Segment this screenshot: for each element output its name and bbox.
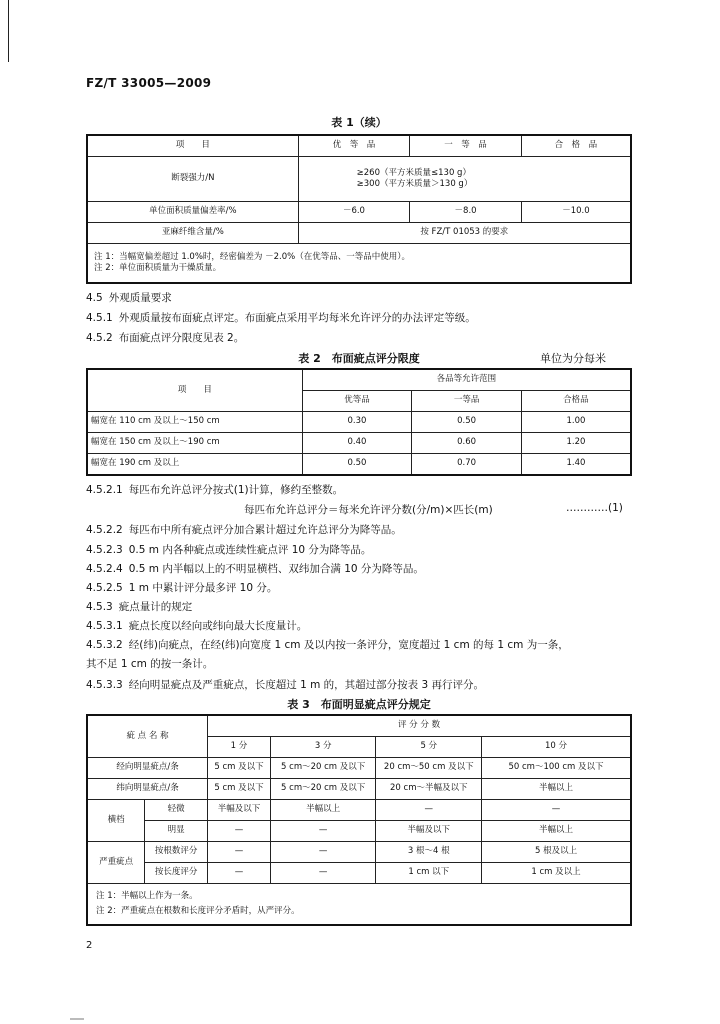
table1-row (87, 223, 631, 244)
table1-header-item: 项 目 (87, 135, 298, 157)
value-cell: 半幅及以下 (208, 800, 271, 821)
row-item: 幅宽在 150 cm 及以上～190 cm (87, 433, 302, 454)
value-line: ≥260（平方米质量≤130 g） (356, 167, 471, 178)
table2-header-row (87, 369, 631, 391)
standard-code: FZ/T 33005—2009 (86, 76, 212, 90)
defect-sub-name: 轻微 (145, 800, 208, 821)
grade-header: 优等品 (302, 391, 412, 412)
value-cell: — (270, 842, 376, 863)
table2-unit: 单位为分每米 (540, 352, 606, 365)
grade-header: 合格品 (521, 391, 631, 412)
margin-rule (8, 0, 9, 62)
score-header: 3 分 (270, 737, 376, 758)
table3-row (87, 863, 631, 884)
value-cell: －10.0 (521, 202, 631, 223)
table1-header-grade: 合 格 品 (521, 135, 631, 157)
value-cell: 1 cm 以下 (376, 863, 482, 884)
table1 (86, 134, 632, 284)
value-cell: 5 cm 及以下 (208, 779, 271, 800)
defect-group-name: 横档 (87, 800, 145, 842)
row-item: 幅宽在 110 cm 及以上～150 cm (87, 412, 302, 433)
table3-header-group: 评 分 分 数 (208, 715, 631, 737)
defect-group-name: 严重疵点 (87, 842, 145, 884)
table3-notes-row (87, 884, 631, 926)
value-cell: 0.50 (302, 454, 412, 476)
table3-header-name: 疵 点 名 称 (87, 715, 208, 758)
table-note: 注 1：半幅以上作为一条。 (96, 890, 198, 901)
page-number: 2 (86, 940, 93, 951)
value-cell: 0.70 (412, 454, 522, 476)
value-cell: 20 cm～50 cm 及以下 (376, 758, 482, 779)
value-cell: 1.20 (521, 433, 631, 454)
table3-row (87, 800, 631, 821)
table-note: 注 2：单位面积质量为干燥质量。 (94, 263, 222, 273)
row-item: 断裂强力/N (87, 157, 298, 202)
section-heading: 4.5.3 疵点量计的规定 (86, 601, 193, 613)
value-cell: 半幅以上 (482, 779, 631, 800)
value-cell: 按 FZ/T 01053 的要求 (298, 223, 631, 244)
value-cell: 0.50 (412, 412, 522, 433)
value-cell: — (208, 863, 271, 884)
value-cell: 0.40 (302, 433, 412, 454)
value-cell: 5 根及以上 (482, 842, 631, 863)
table2-caption: 表 2 布面疵点评分限度 (298, 352, 420, 365)
value-cell: －8.0 (410, 202, 522, 223)
paragraph: 4.5.2.2 每匹布中所有疵点评分加合累计超过允许总评分为降等品。 (86, 524, 402, 536)
defect-name: 经向明显疵点/条 (87, 758, 208, 779)
value-cell: 0.30 (302, 412, 412, 433)
scan-mark (70, 1018, 84, 1020)
paragraph: 4.5.2.1 每匹布允许总评分按式(1)计算，修约至整数。 (86, 484, 344, 496)
value-cell: 5 cm～20 cm 及以下 (270, 779, 376, 800)
paragraph: 4.5.1 外观质量按布面疵点评定。布面疵点采用平均每米允许评分的办法评定等级。 (86, 312, 476, 324)
formula-label: …………(1) (566, 502, 623, 514)
grade-header: 一等品 (412, 391, 522, 412)
table3-caption: 表 3 布面明显疵点评分规定 (287, 698, 431, 711)
paragraph: 4.5.2.4 0.5 m 内半幅以上的不明显横档、双纬加合满 10 分为降等品。 (86, 563, 424, 575)
table3-row (87, 779, 631, 800)
value-cell: 5 cm 及以下 (208, 758, 271, 779)
value-cell: — (208, 821, 271, 842)
table3 (86, 714, 632, 926)
value-cell: — (270, 821, 376, 842)
formula: 每匹布允许总评分＝每米允许评分数(分/m)×匹长(m) (244, 504, 493, 516)
row-item: 亚麻纤维含量/% (87, 223, 298, 244)
paragraph: 4.5.3.3 经向明显疵点及严重疵点，长度超过 1 m 的，其超过部分按表 3 再行评分。 (86, 679, 485, 691)
value-cell: 半幅以上 (270, 800, 376, 821)
score-header: 10 分 (482, 737, 631, 758)
row-item: 单位面积质量偏差率/% (87, 202, 298, 223)
table-note: 注 1：当幅宽偏差超过 1.0%时，经密偏差为 －2.0%（在优等品、一等品中使用）。 (94, 251, 410, 262)
table1-header-row (87, 135, 631, 157)
paragraph: 其不足 1 cm 的按一条计。 (86, 658, 214, 670)
table1-row (87, 157, 631, 202)
table3-header-row (87, 715, 631, 737)
defect-sub-name: 明显 (145, 821, 208, 842)
paragraph: 4.5.3.1 疵点长度以经向或纬向最大长度量计。 (86, 620, 308, 632)
score-header: 5 分 (376, 737, 482, 758)
paragraph: 4.5.2 布面疵点评分限度见表 2。 (86, 332, 245, 344)
value-cell: 5 cm～20 cm 及以下 (270, 758, 376, 779)
paragraph: 4.5.2.5 1 m 中累计评分最多评 10 分。 (86, 582, 278, 594)
defect-sub-name: 按长度评分 (145, 863, 208, 884)
table2-row (87, 454, 631, 476)
paragraph: 4.5.3.2 经(纬)向疵点，在经(纬)向宽度 1 cm 及以内按一条评分，宽度超过 1 cm 的每 1 cm 为一条， (86, 639, 569, 651)
value-cell: — (376, 800, 482, 821)
value-cell: 0.60 (412, 433, 522, 454)
table3-notes (87, 884, 631, 926)
table3-row (87, 821, 631, 842)
value-cell: 20 cm～半幅及以下 (376, 779, 482, 800)
breaking-strength-values (298, 157, 631, 202)
table2-row (87, 412, 631, 433)
table3-row (87, 842, 631, 863)
table1-header-grade: 一 等 品 (410, 135, 522, 157)
value-cell: — (270, 863, 376, 884)
table2-header-group: 各品等允许范围 (302, 369, 631, 391)
table2-header-item: 项 目 (87, 369, 302, 412)
table2 (86, 368, 632, 476)
table1-header-grade: 优 等 品 (298, 135, 410, 157)
table1-notes-row (87, 244, 631, 284)
defect-sub-name: 按根数评分 (145, 842, 208, 863)
value-cell: 3 根～4 根 (376, 842, 482, 863)
section-heading: 4.5 外观质量要求 (86, 292, 172, 304)
paragraph: 4.5.2.3 0.5 m 内各种疵点或连续性疵点评 10 分为降等品。 (86, 544, 372, 556)
table1-caption: 表 1（续） (331, 116, 387, 129)
value-cell: 1.00 (521, 412, 631, 433)
table2-row (87, 433, 631, 454)
row-item: 幅宽在 190 cm 及以上 (87, 454, 302, 476)
table3-row (87, 758, 631, 779)
table1-row (87, 202, 631, 223)
value-cell: 半幅以上 (482, 821, 631, 842)
table-note: 注 2：严重疵点在根数和长度评分矛盾时，从严评分。 (96, 906, 300, 916)
score-header: 1 分 (208, 737, 271, 758)
value-cell: －6.0 (298, 202, 410, 223)
value-cell: 半幅及以下 (376, 821, 482, 842)
value-cell: 1 cm 及以上 (482, 863, 631, 884)
defect-name: 纬向明显疵点/条 (87, 779, 208, 800)
value-cell: — (208, 842, 271, 863)
value-cell: — (482, 800, 631, 821)
table1-notes (87, 244, 631, 284)
value-cell: 50 cm～100 cm 及以下 (482, 758, 631, 779)
value-cell: 1.40 (521, 454, 631, 476)
value-line: ≥300（平方米质量＞130 g） (356, 179, 473, 189)
